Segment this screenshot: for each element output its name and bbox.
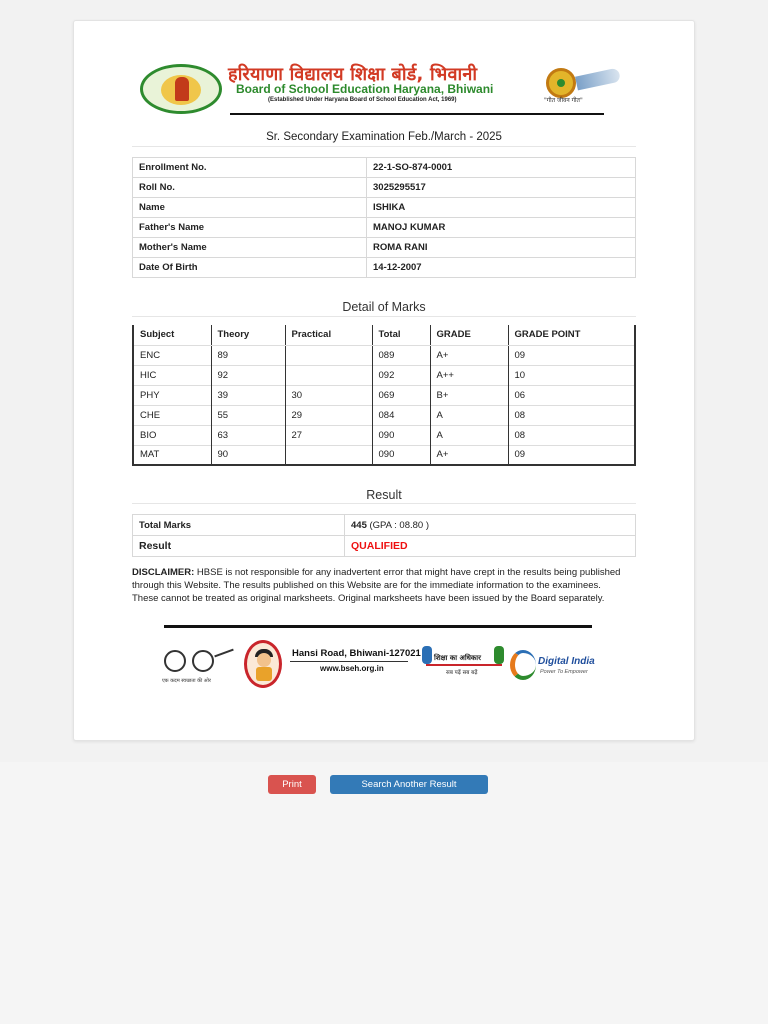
board-hindi-title: हरियाणा विद्यालय शिक्षा बोर्ड, भिवानी <box>228 64 478 85</box>
table-row <box>133 178 636 198</box>
marks-section-title: Detail of Marks <box>342 300 426 314</box>
board-english-title: Board of School Education Haryana, Bhiwani <box>236 82 494 96</box>
marks-header-row <box>133 325 635 345</box>
print-button[interactable]: Print <box>268 775 316 794</box>
cell: A+ <box>430 345 508 365</box>
cell: A+ <box>430 445 508 465</box>
cell: 08 <box>508 405 635 425</box>
table-row <box>133 536 636 557</box>
disclaimer-label: DISCLAIMER: <box>132 567 195 578</box>
cell <box>285 445 372 465</box>
cell: 90 <box>211 445 285 465</box>
cell: 090 <box>372 445 430 465</box>
beti-bachao-icon <box>244 640 282 688</box>
cell: 63 <box>211 425 285 445</box>
cell: 29 <box>285 405 372 425</box>
disclaimer-text: HBSE is not responsible for any inadvertent error that might have crept in the results being published through this Website. The results published on this Website are for the immediate information to the examinees. These cannot be treated as original marksheets. Original marksheets have been issued by the Board separately. <box>132 567 621 604</box>
total-marks-cell <box>345 515 636 536</box>
info-value: MANOJ KUMAR <box>367 218 636 238</box>
cell: 089 <box>372 345 430 365</box>
info-label: Roll No. <box>133 178 367 198</box>
cell: ENC <box>133 345 211 365</box>
table-row <box>133 258 636 278</box>
cell: PHY <box>133 385 211 405</box>
marks-table <box>132 325 636 466</box>
total-marks-label: Total Marks <box>133 515 345 536</box>
board-header <box>140 60 624 118</box>
board-address: Hansi Road, Bhiwani-127021 <box>292 648 421 659</box>
result-section-title: Result <box>366 488 402 502</box>
cell: 55 <box>211 405 285 425</box>
table-row <box>133 425 635 445</box>
table-row <box>133 218 636 238</box>
table-row <box>133 385 635 405</box>
info-label: Father's Name <box>133 218 367 238</box>
cell: 06 <box>508 385 635 405</box>
shiksha-subtitle: सब पढ़ें सब बढ़ें <box>446 670 478 676</box>
cell: 39 <box>211 385 285 405</box>
result-label: Result <box>133 536 345 557</box>
cell: HIC <box>133 365 211 385</box>
col-grade-point: GRADE POINT <box>508 325 635 345</box>
cell: 27 <box>285 425 372 445</box>
gpa-value: (GPA : 08.80 ) <box>369 519 429 531</box>
marks-title-rule <box>132 316 636 317</box>
cell: 92 <box>211 365 285 385</box>
table-row <box>133 158 636 178</box>
cell: A <box>430 425 508 445</box>
info-value: 14-12-2007 <box>367 258 636 278</box>
cell: 09 <box>508 445 635 465</box>
table-row <box>133 345 635 365</box>
search-another-result-button[interactable]: Search Another Result <box>330 775 488 794</box>
info-label: Date Of Birth <box>133 258 367 278</box>
info-label: Name <box>133 198 367 218</box>
cell <box>285 365 372 385</box>
cell: BIO <box>133 425 211 445</box>
cell: 10 <box>508 365 635 385</box>
table-row <box>133 198 636 218</box>
swachh-bharat-icon <box>162 646 234 686</box>
result-title-rule <box>132 503 636 504</box>
exam-title: Sr. Secondary Examination Feb./March - 2025 <box>266 131 502 143</box>
cell: 08 <box>508 425 635 445</box>
header-divider <box>230 113 604 115</box>
cell: A++ <box>430 365 508 385</box>
footer-divider <box>164 625 592 628</box>
col-total: Total <box>372 325 430 345</box>
board-seal-icon <box>140 64 222 114</box>
col-grade: GRADE <box>430 325 508 345</box>
info-value: 3025295517 <box>367 178 636 198</box>
cell: 09 <box>508 345 635 365</box>
exam-title-rule <box>132 146 636 147</box>
result-status: QUALIFIED <box>345 536 636 557</box>
swachh-text: एक कदम स्वच्छता की ओर <box>162 678 211 684</box>
total-marks-value: 445 <box>351 519 367 531</box>
address-underline <box>290 661 408 662</box>
col-practical: Practical <box>285 325 372 345</box>
shiksha-title: शिक्षा का अधिकार <box>434 654 481 662</box>
cell: 090 <box>372 425 430 445</box>
cell: 069 <box>372 385 430 405</box>
board-establishment-note: (Established Under Haryana Board of School Education Act, 1969) <box>268 97 457 103</box>
digital-india-tagline: Power To Empower <box>540 669 588 675</box>
info-value: ISHIKA <box>367 198 636 218</box>
shiksha-adhikar-icon <box>422 644 504 688</box>
cell: 30 <box>285 385 372 405</box>
cell: 89 <box>211 345 285 365</box>
digital-india-name: Digital India <box>538 656 595 667</box>
cell: 092 <box>372 365 430 385</box>
table-row <box>133 405 635 425</box>
table-row <box>133 445 635 465</box>
emblem-motto: "गीत जीवन गीत" <box>544 97 583 104</box>
info-value: ROMA RANI <box>367 238 636 258</box>
table-row <box>133 238 636 258</box>
cell: CHE <box>133 405 211 425</box>
cell: 084 <box>372 405 430 425</box>
footer-logos <box>160 640 600 690</box>
col-theory: Theory <box>211 325 285 345</box>
info-label: Mother's Name <box>133 238 367 258</box>
table-row <box>133 365 635 385</box>
cell: B+ <box>430 385 508 405</box>
col-subject: Subject <box>133 325 211 345</box>
student-info-table <box>132 157 636 278</box>
result-table <box>132 514 636 557</box>
info-label: Enrollment No. <box>133 158 367 178</box>
cell: A <box>430 405 508 425</box>
table-row <box>133 515 636 536</box>
cell <box>285 345 372 365</box>
info-value: 22-1-SO-874-0001 <box>367 158 636 178</box>
disclaimer <box>132 566 628 605</box>
digital-india-icon <box>510 648 600 684</box>
board-website: www.bseh.org.in <box>320 664 384 673</box>
cell: MAT <box>133 445 211 465</box>
